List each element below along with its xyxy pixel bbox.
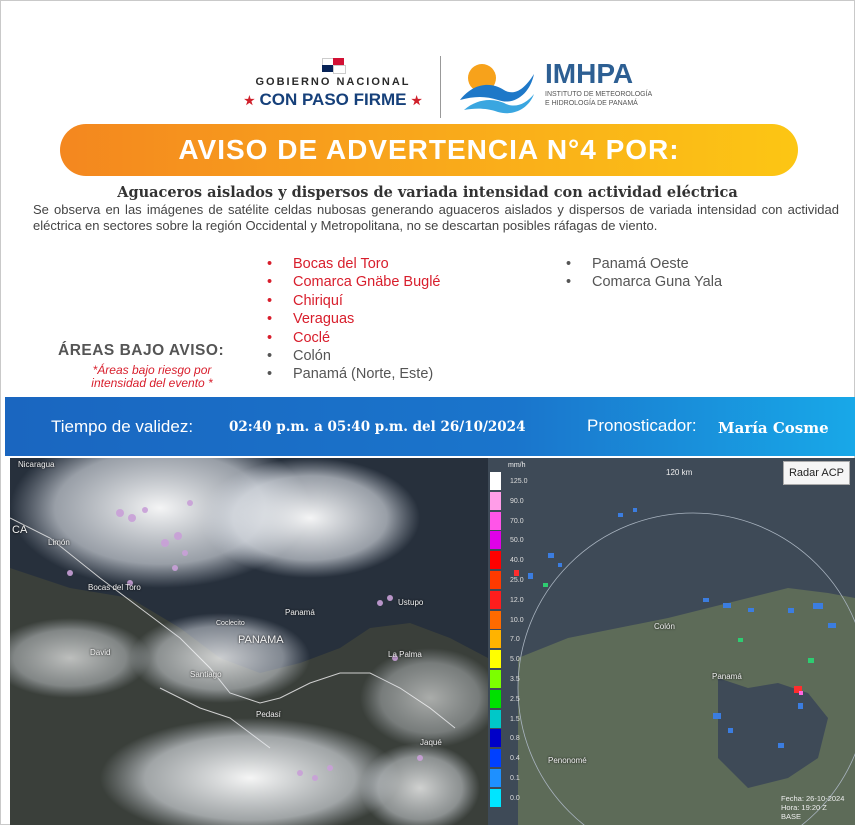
map-label: CA [12,524,28,536]
scale-swatch [490,472,501,490]
list-item: • Bocas del Toro [267,255,441,273]
radar-date: Fecha: 26-10-2024 [781,794,845,803]
scale-swatch [490,769,501,787]
imhpa-logo-icon [458,60,536,114]
scale-value: 90.0 [510,497,524,505]
areas-title: ÁREAS BAJO AVISO: [58,342,225,359]
panama-flag-icon [322,58,344,72]
map-label: Nicaragua [18,460,55,469]
scale-value: 3.5 [510,676,520,683]
imhpa-subtitle [545,90,665,108]
scale-value: 0.1 [510,775,520,782]
scale-unit: mm/h [508,462,526,469]
scale-swatch [490,611,501,629]
warning-description: Se observa en las imágenes de satélite celdas nubosas generando aguaceros aislados y dispersos de variada intensidad con actividad eléctrica en sectores sobre la región Occidental y Metropolitana, no se descartan posibles ráfagas de viento. [33,202,839,233]
list-item: • Veraguas [267,310,441,328]
list-item: • Panamá (Norte, Este) [267,365,433,383]
gobierno-line1: GOBIERNO NACIONAL [255,76,411,88]
radar-acp-button[interactable]: Radar ACP [783,461,850,485]
scale-swatch [490,789,501,807]
forecaster-name: María Cosme [718,419,829,437]
areas-note: *Áreas bajo riesgo por intensidad del evento * [91,363,213,390]
map-label: Panamá [712,672,742,681]
validity-label: Tiempo de validez: [51,417,194,436]
scale-swatch [490,710,501,728]
map-label: Colón [654,622,675,631]
list-item: • Comarca Guna Yala [566,273,722,291]
map-label: Bocas del Toro [88,583,141,592]
map-label: Limón [48,538,70,547]
map-label: Ustupo [398,598,424,607]
scale-swatch [490,512,501,530]
validity-value: 02:40 p.m. a 05:40 p.m. del 26/10/2024 [229,419,526,435]
scale-value: 12.0 [510,596,524,604]
map-label: Penonomé [548,756,587,765]
scale-value: 2.5 [510,695,520,703]
list-item: • Comarca Gnäbe Buglé [267,273,441,291]
radar-timestamp [781,794,844,821]
scale-value: 70.0 [510,517,524,525]
map-label: David [90,648,111,657]
scale-swatch [490,749,501,767]
scale-swatch [490,729,501,747]
scale-swatch [490,492,501,510]
scale-swatch [490,571,501,589]
scale-value: 1.5 [510,715,520,723]
radar-range-label: 120 km [666,468,693,477]
list-item: • Coclé [267,329,441,347]
scale-swatch [490,551,501,569]
imhpa-subtitle-line2: E HIDROLOGÍA DE PANAMÁ [545,100,638,107]
map-label: La Palma [388,650,422,659]
map-label: Panamá [285,608,315,617]
radar-base: BASE [781,812,802,821]
gobierno-slogan: CON PASO FIRME [259,90,407,109]
forecaster-label: Pronosticador: [587,416,697,435]
scale-value: 50.0 [510,537,524,545]
scale-swatch [490,670,501,688]
scale-value: 0.4 [510,755,520,763]
scale-value: 7.0 [510,636,520,644]
star-icon: ★ [243,93,255,108]
warning-banner [60,124,798,176]
radar-map-icon [488,458,855,825]
scale-swatch [490,690,501,708]
imhpa-name: IMHPA [545,58,634,89]
scale-swatch [490,591,501,609]
map-label: Santiago [190,670,222,679]
radar-scale [490,462,528,822]
scale-swatch [490,531,501,549]
list-item: • Chiriquí [267,292,441,310]
grey-areas-list-2 [566,255,722,292]
map-label: Pedasí [256,710,281,719]
star-icon: ★ [411,93,423,108]
radar-image [488,458,855,825]
grey-areas-list-1 [267,347,433,384]
map-label: Jaqué [420,738,442,747]
warning-subtitle: Aguaceros aislados y dispersos de variada intensidad con actividad eléctrica [117,184,738,201]
scale-swatch [490,650,501,668]
warning-title: AVISO DE ADVERTENCIA N°4 POR: [178,134,680,165]
list-item: • Colón [267,347,433,365]
scale-value: 25.0 [510,577,524,584]
scale-value: 10.0 [510,616,524,624]
satellite-image [10,458,488,825]
map-label: PANAMA [238,634,284,646]
gobierno-line2 [238,90,428,110]
scale-value: 40.0 [510,557,524,565]
radar-time: Hora: 19:20 Z [781,803,827,812]
map-label: Coclecito [216,620,245,627]
logo-divider [440,56,441,118]
gobierno-logo [238,58,428,110]
scale-value: 0.8 [510,735,520,743]
scale-value: 0.0 [510,794,520,802]
scale-value: 125.0 [510,478,528,485]
scale-swatch [490,630,501,648]
validity-bar [5,397,855,456]
imhpa-subtitle-line1: INSTITUTO DE METEOROLOGÍA [545,91,653,98]
red-areas-list [267,255,441,347]
list-item: • Panamá Oeste [566,255,722,273]
scale-value: 5.0 [510,656,520,664]
